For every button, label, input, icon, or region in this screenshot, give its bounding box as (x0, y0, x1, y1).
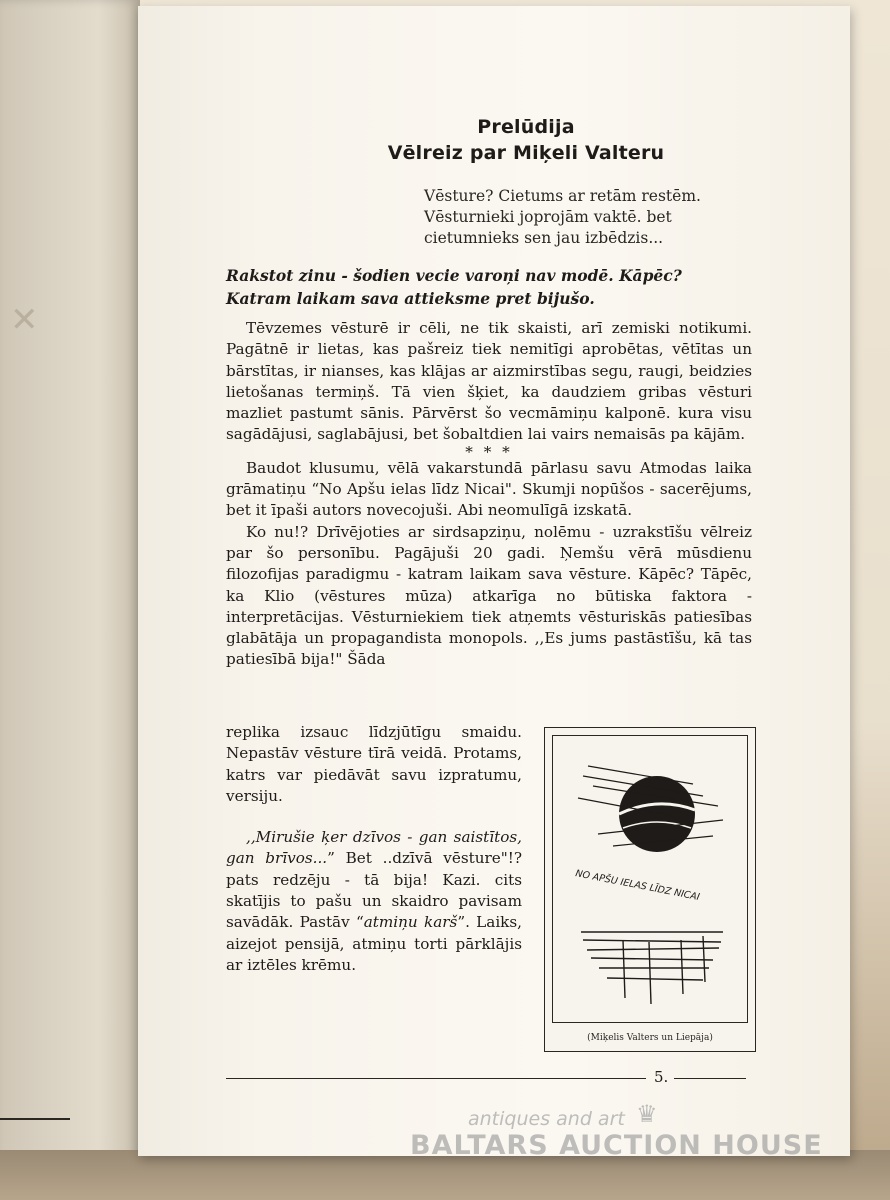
cover-illustration (552, 735, 748, 1023)
paragraph: Baudot klusumu, vēlā vakarstundā pārlasu savu Atmodas laika grāmatiņu “No Apšu ielas līdz Nicai". Skumji nopūšos - sacerējums, bet it īpaši autors novecojuši. Abi neomulīgā izskatā. (226, 458, 752, 520)
quote-text: ,,Mirušie ķer dzīvos - gan saistītos, gan brīvos... (226, 828, 522, 868)
epigraph-line: cietumnieks sen jau izbēdzis... (424, 229, 664, 247)
body-text (226, 318, 752, 671)
paragraph: replika izsauc līdzjūtīgu smaidu. Nepastāv vēsture tīrā veidā. Protams, katrs var piedāvāt savu izpratumu, versiju. (226, 723, 522, 805)
footer-rule (226, 1078, 646, 1079)
chapter-heading (326, 114, 726, 166)
cover-art-icon (553, 736, 747, 1022)
emphasis-text: atmiņu karš (363, 913, 458, 932)
paragraph-text: ”. Laiks, aizejot pensijā, atmiņu torti pārklājis ar iztēles krēmu. (226, 913, 522, 974)
wrapped-text-column (226, 722, 522, 976)
watermark-brand: BALTARS AUCTION HOUSE (410, 1130, 823, 1161)
cover-title-text: NO APŠU IELAS LĪDZ NICAI (574, 868, 701, 904)
section-separator: * * * (465, 442, 513, 461)
faded-ornament-icon: ✕ (10, 300, 39, 340)
lead-line: Rakstot zinu - šodien vecie varoņi nav modē. Kāpēc? (226, 266, 682, 285)
footer-rule (674, 1078, 746, 1079)
chapter-title: Prelūdija (477, 116, 575, 138)
crown-icon: ♛ (636, 1100, 658, 1128)
epigraph-line: Vēsturnieki joprojām vaktē. bet (424, 208, 672, 226)
watermark (410, 1100, 830, 1168)
paragraph: Tēvzemes vēsturē ir cēli, ne tik skaisti, arī zemiski notikumi. Pagātnē ir lietas, kas pašreiz tiek nemitīgi aprobētas, vētītas un bārstītas, ir nianses, kas klājas ar aizmirstības segu, raugi, beidzies lietošanas termiņš. Tā vien šķiet, ka daudziem gribas vēsturi mazliet pastumt sānis. Pārvērst šo vecmāmiņu kalponē. kura visu sagādājusi, saglabājusi, bet šobaltdien lai vairs nemaisās pa kājām. (226, 319, 752, 444)
lead-statement (226, 264, 748, 310)
watermark-tagline: antiques and art (468, 1108, 625, 1130)
left-page (0, 0, 140, 1200)
paragraph-text: ” Bet ..dzīvā vēsture"!? pats redzēju - tā bija! Kazi. cits skatījis to pašu un skaidro pavisam savādāk. Pastāv “ (226, 849, 522, 932)
paragraph-gap (226, 807, 522, 827)
book-cover-figure (544, 727, 756, 1052)
chapter-subtitle: Vēlreiz par Miķeli Valteru (387, 142, 665, 164)
left-page-rule (0, 1118, 70, 1120)
lead-line: Katram laikam sava attieksme pret bijušo. (226, 289, 595, 308)
epigraph-line: Vēsture? Cietums ar retām restēm. (424, 187, 701, 205)
epigraph (424, 186, 750, 249)
paragraph (226, 827, 522, 976)
page-footer (226, 1068, 751, 1088)
figure-caption: (Miķelis Valters un Liepāja) (587, 1033, 713, 1043)
paragraph: Ko nu!? Drīvējoties ar sirdsapziņu, nolēmu - uzrakstīšu vēlreiz par šo personību. Pagājuši 20 gadi. Ņemšu vērā mūsdienu filozofijas paradigmu - katram laikam sava vēsture. Kāpēc? Tāpēc, ka Klio (vēstures mūza) atkarīga no būtiska faktora - interpretācijas. Vēsturniekiem tiek atņemts vēsturiskās patiesības glabātāja un propagandista monopols. ,,Es jums pastāstīšu, kā tas patiesībā bija!" Šāda (226, 522, 752, 669)
book-page (138, 6, 850, 1156)
page-number: 5. (654, 1068, 669, 1086)
